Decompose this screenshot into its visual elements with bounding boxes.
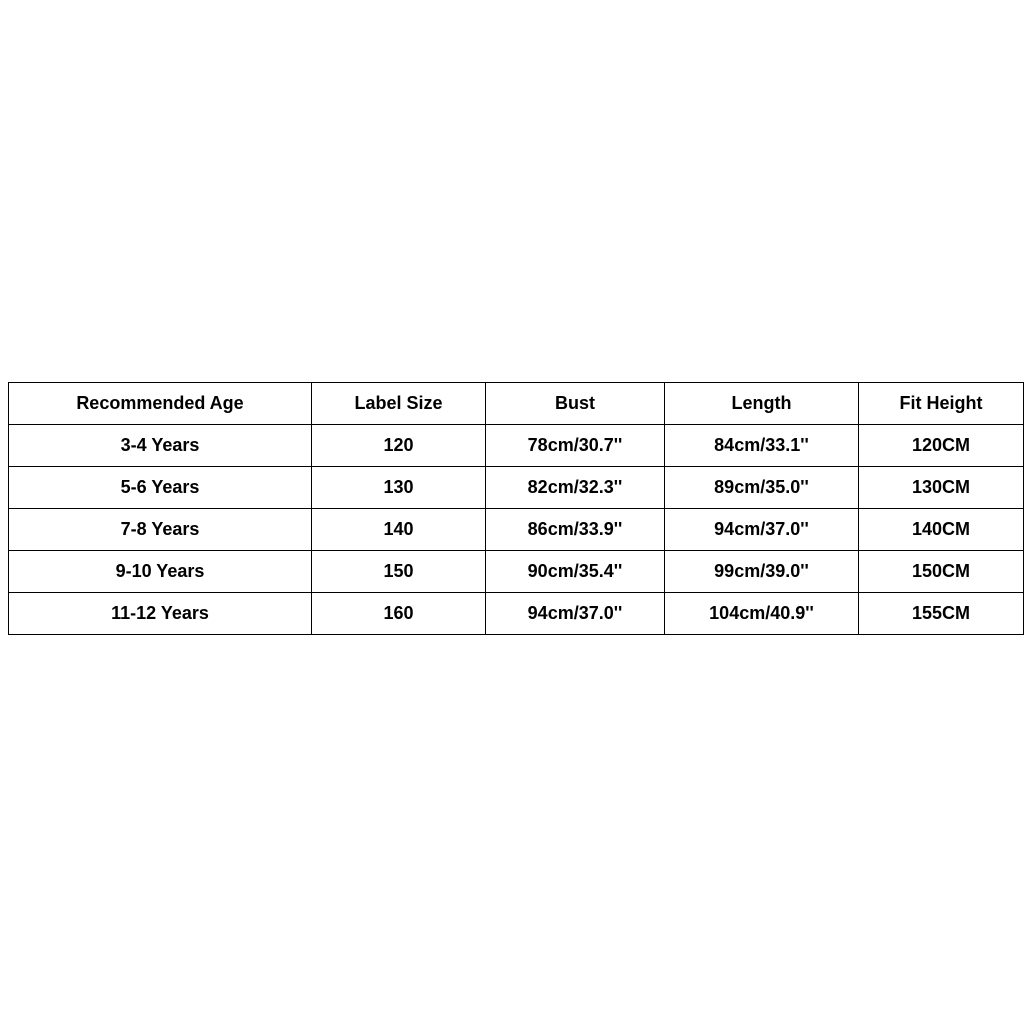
cell-fit-height: 140CM [859,509,1024,551]
header-fit-height: Fit Height [859,383,1024,425]
cell-label-size: 160 [312,593,486,635]
size-chart-table [8,382,1024,635]
table-row [9,551,1024,593]
cell-age: 5-6 Years [9,467,312,509]
cell-bust: 82cm/32.3'' [486,467,665,509]
cell-length: 84cm/33.1'' [665,425,859,467]
cell-fit-height: 155CM [859,593,1024,635]
cell-label-size: 140 [312,509,486,551]
cell-label-size: 150 [312,551,486,593]
table-header-row [9,383,1024,425]
cell-age: 11-12 Years [9,593,312,635]
cell-length: 94cm/37.0'' [665,509,859,551]
cell-bust: 94cm/37.0'' [486,593,665,635]
cell-age: 7-8 Years [9,509,312,551]
header-recommended-age: Recommended Age [9,383,312,425]
cell-bust: 78cm/30.7'' [486,425,665,467]
cell-fit-height: 150CM [859,551,1024,593]
cell-label-size: 130 [312,467,486,509]
table-row [9,593,1024,635]
header-length: Length [665,383,859,425]
table-row [9,425,1024,467]
cell-fit-height: 130CM [859,467,1024,509]
cell-length: 99cm/39.0'' [665,551,859,593]
cell-length: 104cm/40.9'' [665,593,859,635]
cell-age: 3-4 Years [9,425,312,467]
cell-label-size: 120 [312,425,486,467]
cell-bust: 86cm/33.9'' [486,509,665,551]
header-bust: Bust [486,383,665,425]
header-label-size: Label Size [312,383,486,425]
table-row [9,467,1024,509]
cell-age: 9-10 Years [9,551,312,593]
cell-fit-height: 120CM [859,425,1024,467]
cell-bust: 90cm/35.4'' [486,551,665,593]
cell-length: 89cm/35.0'' [665,467,859,509]
table-row [9,509,1024,551]
